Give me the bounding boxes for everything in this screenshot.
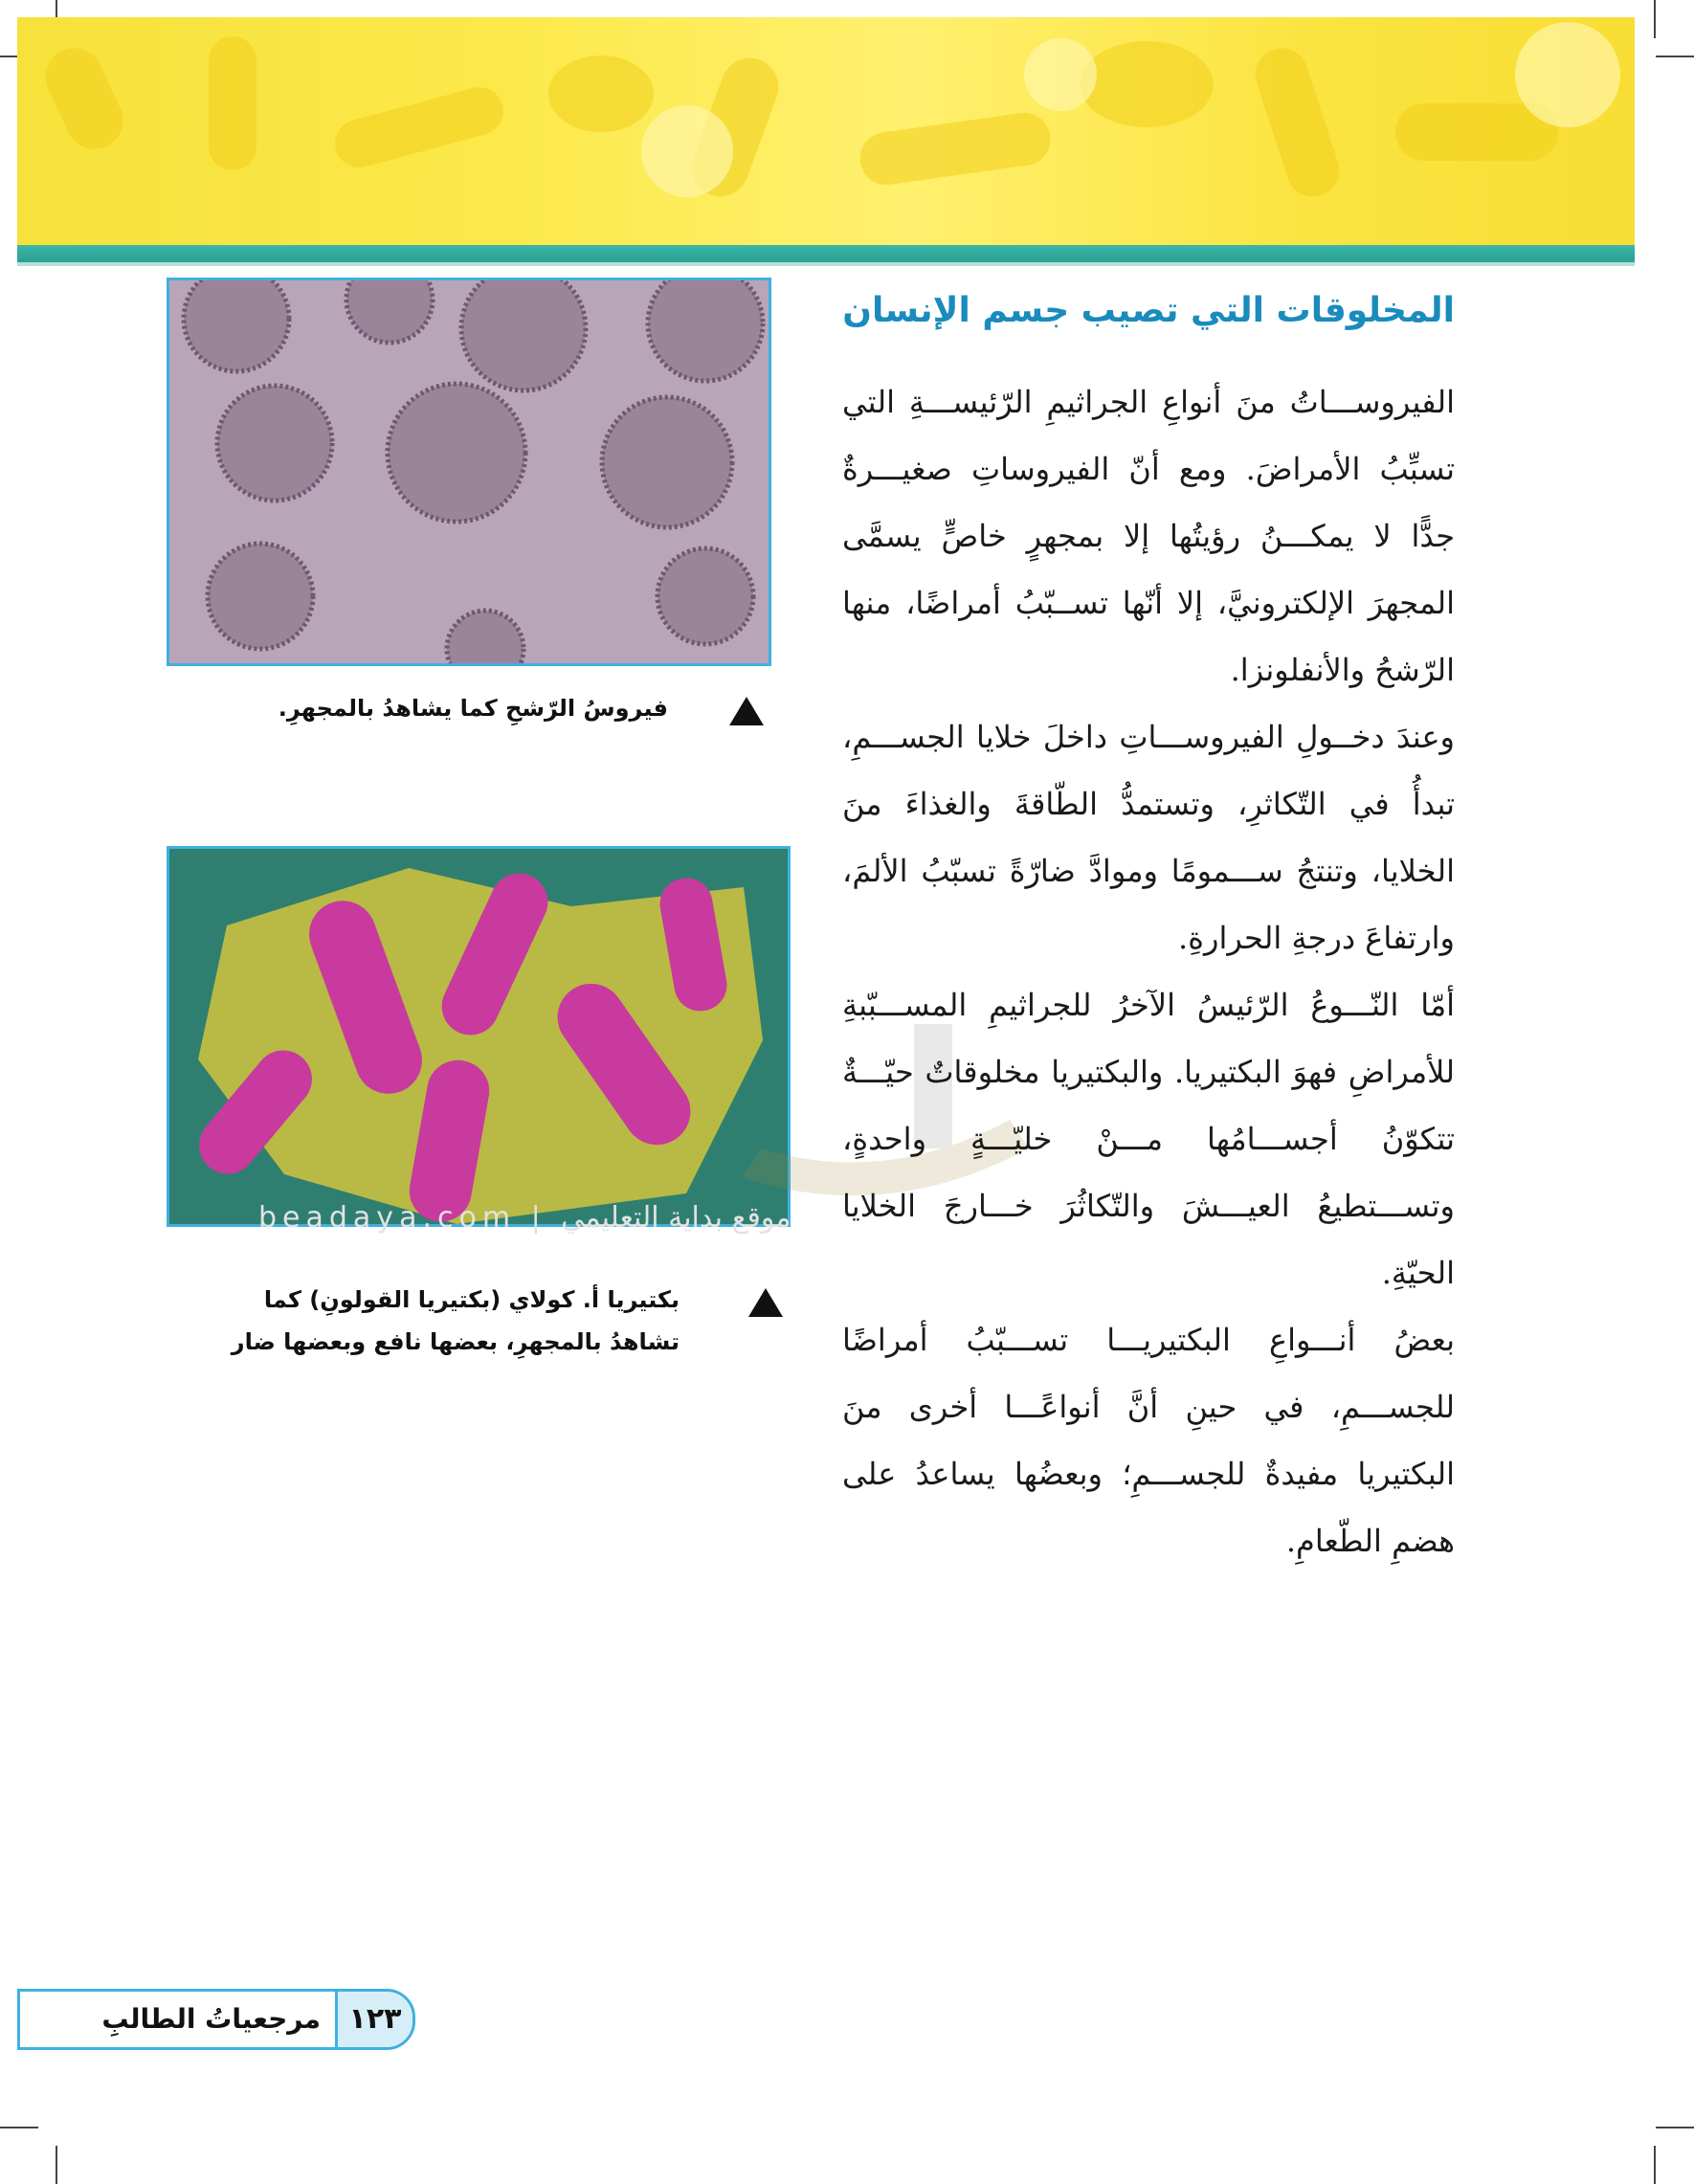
banner-pattern bbox=[17, 17, 1635, 249]
crop-mark bbox=[1656, 2127, 1694, 2128]
virus-caption: فيروسُ الرّشحِ كما يشاهدُ بالمجهرِ. bbox=[278, 695, 668, 722]
crop-mark bbox=[1656, 56, 1694, 57]
article-body bbox=[842, 368, 1455, 1574]
page-number: ١٢٣ bbox=[335, 1992, 412, 2047]
virus-image bbox=[169, 280, 769, 663]
section-heading: المخلوقات التي تصيب جسم الإنسان bbox=[842, 291, 1455, 330]
crop-mark bbox=[56, 2146, 57, 2184]
paragraph: وعندَ دخــولِ الفيروســـاتِ داخلَ خلايا الجســـمِ، تبدأُ في التّكاثرِ، وتستمدُّ الطّاقةَ والغذاءَ منَ الخلايا، وتنتجُ ســـمومًا وموادَّ ضارّةً تسبّبُ الألمَ، وارتفاعَ درجةِ الحرارةِ. bbox=[842, 719, 1455, 956]
bacteria-caption: بكتيريا أ. كولاي (بكتيريا القولونِ) كما تشاهدُ بالمجهرِ، بعضها نافع وبعضها ضار bbox=[231, 1286, 680, 1355]
paragraph: الفيروســـاتُ منَ أنواعِ الجراثيمِ الرّئيســـةِ التي تسبِّبُ الأمراضَ. ومع أنّ الفيروساتِ صغيـــرةٌ جدًّا لا يمكـــنُ رؤيتُها إلا بمجهرٍ خاصٍّ يسمَّى المجهرَ الإلكترونيَّ، إلا أنّها تســبّبُ أمراضًا، منها الرّشحُ والأنفلونزا. bbox=[842, 384, 1455, 688]
virus-micrograph bbox=[167, 278, 771, 666]
paragraph: أمّا النّـــوعُ الرّئيسُ الآخرُ للجراثيمِ المســـبّبةِ للأمراضِ فهوَ البكتيريا. والبكتيريا مخلوقاتٌ حيّـــةٌ تتكوّنُ أجســـامُها مـــنْ خليّـــةٍ واحدةٍ، وتســـتطيعُ العيـــشَ والتّكاثُرَ خـــارجَ الخلايا الحيّةِ. bbox=[842, 987, 1455, 1291]
bacteria-image bbox=[169, 849, 788, 1224]
triangle-up-icon bbox=[729, 697, 764, 725]
crop-mark bbox=[1654, 0, 1656, 38]
crop-mark bbox=[0, 2127, 38, 2128]
watermark-text: beadaya.com | موقع بداية التعليمي bbox=[258, 1201, 791, 1235]
banner-divider bbox=[17, 245, 1635, 262]
paragraph: بعضُ أنـــواعِ البكتيريـــا تســـبّبُ أمراضًا للجســـمِ، في حينِ أنَّ أنواعًـــا أخرى منَ البكتيريا مفيدةٌ للجســـمِ؛ وبعضُها يساعدُ على هضمِ الطّعامِ. bbox=[842, 1322, 1455, 1559]
section-label: مرجعياتُ الطالبِ bbox=[101, 2003, 321, 2035]
header-banner bbox=[17, 17, 1635, 249]
triangle-up-icon bbox=[748, 1288, 783, 1317]
crop-mark bbox=[1654, 2146, 1656, 2184]
page-footer-tab bbox=[17, 1989, 415, 2050]
bacteria-micrograph bbox=[167, 846, 791, 1227]
